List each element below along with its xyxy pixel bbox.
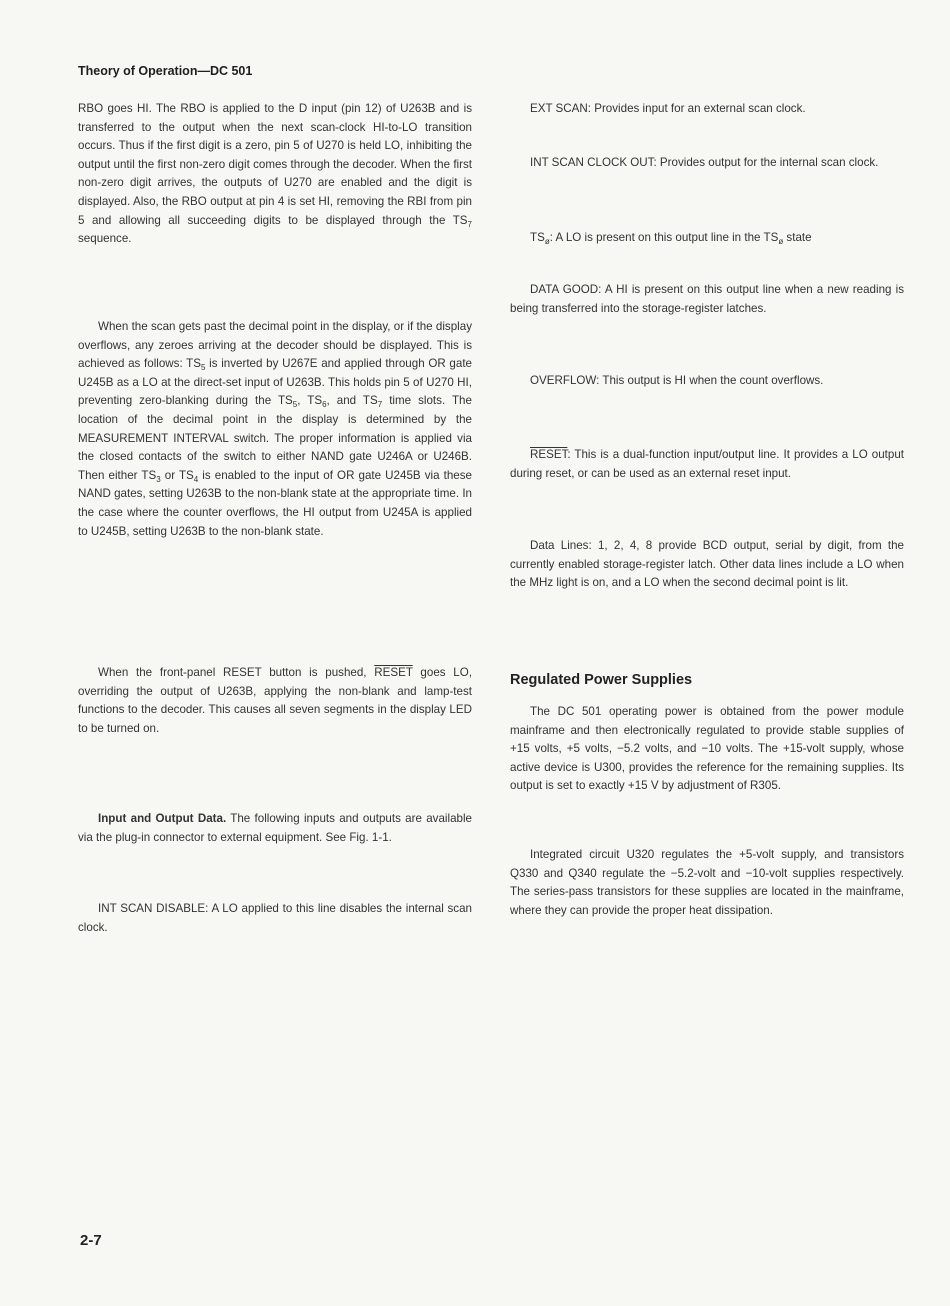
- paragraph-power-supplies: The DC 501 operating power is obtained from the power module mainframe and then electronically regulated to provide stable supplies of +15 volts, +5 volts, −5.2 volts, and −10 volts. The +15-volt supply, whose active device is U300, provides the reference for the remaining supplies. Its output is set to exactly +15 V by adjustment of R305.: [510, 705, 904, 793]
- page-number: 2-7: [80, 1232, 102, 1249]
- paragraph-ts0: $TS_ø$: A LO is present on this output line in the $TS_ø$ state: [530, 231, 812, 246]
- paragraph-scan-decimal: When the scan gets past the decimal point in the display, or if the display overflows, any zeroes arriving at the decoder should be displayed. This is achieved as follows: $TS_5$ is inverted by U267E and applied through OR gate U245B as a LO at the direct-set input of U263B. This holds pin 5 of U270 HI, preventing zero-blanking during the $TS_5$, $TS_6$, and $TS_7$ time slots. The location of the decimal point in the display is determined by the MEASUREMENT INTERVAL switch. The proper information is applied via the closed contacts of the switch to either NAND gate U246A or U246B. Then either $TS_3$ or $TS_4$ is enabled to the input of OR gate U245B via these NAND gates, setting U263B to the non-blank state at the appropriate time. In the case where the counter overflows, the HI output from U245A is applied to U245B, setting U263B to the non-blank state.: [78, 320, 472, 538]
- paragraph-reset-line: RESET: This is a dual-function input/output line. It provides a LO output during reset, or can be used as an external reset input.: [510, 448, 904, 480]
- paragraph-io-data: Input and Output Data. The following inputs and outputs are available via the plug-in connector to external equipment. See Fig. 1-1.: [78, 812, 472, 844]
- paragraph-data-lines: Data Lines: 1, 2, 4, 8 provide BCD output, serial by digit, from the currently enabled storage-register latch. Other data lines include a LO when the MHz light is on, and a LO when the second decimal point is lit.: [510, 539, 904, 590]
- paragraph-ext-scan: EXT SCAN: Provides input for an external scan clock.: [530, 102, 806, 115]
- paragraph-rbo: RBO goes HI. The RBO is applied to the D input (pin 12) of U263B and is transferred to the output when the next scan-clock HI-to-LO transition occurs. Thus if the first digit is a zero, pin 5 of U270 is held LO, inhibiting the output until the first non-zero digit comes through the decoder. When the first non-zero digit arrives, the outputs of U270 are enabled and the digit is displayed. Also, the RBO output at pin 4 is set HI, removing the RBI from pin 5 and allowing all succeeding digits to be displayed through the $TS_7$ sequence.: [78, 102, 472, 246]
- section-heading-regulated-power-supplies: Regulated Power Supplies: [510, 672, 693, 688]
- paragraph-data-good: DATA GOOD: A HI is present on this output line when a new reading is being transferred into the storage-register latches.: [510, 283, 904, 315]
- paragraph-regulators: Integrated circuit U320 regulates the +5-volt supply, and transistors Q330 and Q340 regulate the −5.2-volt and −10-volt supplies respectively. The series-pass transistors for these supplies are located in the mainframe, where they can provide the proper heat dissipation.: [510, 848, 904, 917]
- page-header: Theory of Operation—DC 501: [78, 64, 253, 78]
- paragraph-overflow: OVERFLOW: This output is HI when the count overflows.: [530, 374, 824, 387]
- paragraph-reset: When the front-panel RESET button is pushed, RESET goes LO, overriding the output of U263B, applying the non-blank and lamp-test functions to the decoder. This causes all seven segments in the display LED to be turned on.: [78, 666, 472, 735]
- paragraph-int-scan-disable: INT SCAN DISABLE: A LO applied to this line disables the internal scan clock.: [78, 902, 472, 934]
- paragraph-int-scan-clock-out: INT SCAN CLOCK OUT: Provides output for the internal scan clock.: [530, 156, 879, 169]
